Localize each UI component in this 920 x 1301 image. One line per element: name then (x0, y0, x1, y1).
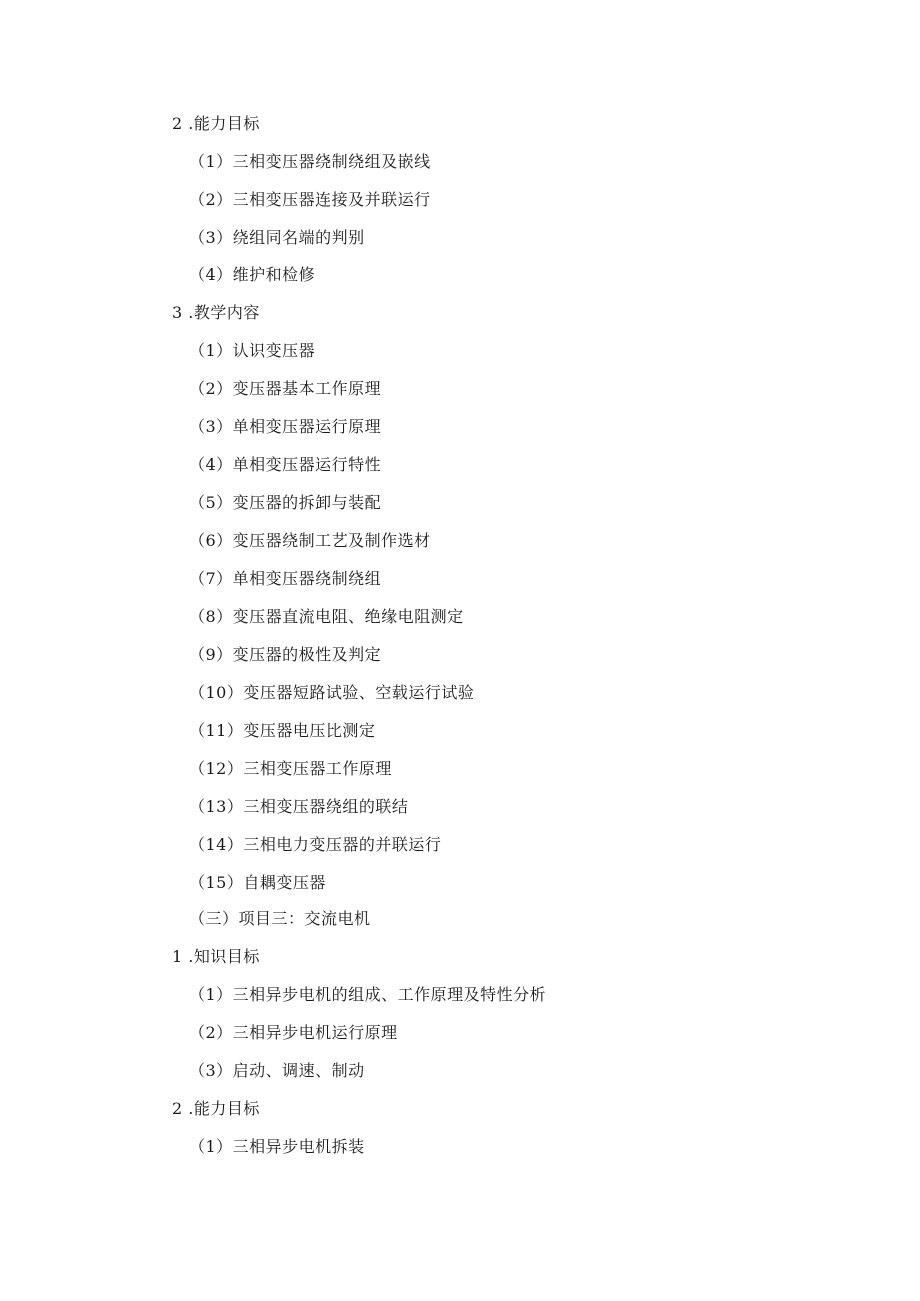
list-item: （2）变压器基本工作原理 (189, 379, 382, 398)
list-item: （3）启动、调速、制动 (189, 1061, 365, 1080)
list-item: （1）三相变压器绕制绕组及嵌线 (189, 152, 431, 171)
list-item: （11）变压器电压比测定 (189, 721, 376, 740)
list-item: （6）变压器绕制工艺及制作选材 (189, 531, 431, 550)
list-item: （1）认识变压器 (189, 341, 316, 360)
heading-ability-goals: 2 .能力目标 (172, 114, 260, 133)
list-item: （4）单相变压器运行特性 (189, 455, 382, 474)
list-item: （3）单相变压器运行原理 (189, 417, 382, 436)
list-item: （1）三相异步电机的组成、工作原理及特性分析 (189, 985, 547, 1004)
list-item: （14）三相电力变压器的并联运行 (189, 835, 442, 854)
list-item: （7）单相变压器绕制绕组 (189, 569, 382, 588)
heading-knowledge-goals: 1 .知识目标 (172, 947, 260, 966)
list-item: （3）绕组同名端的判别 (189, 228, 365, 247)
list-item: （2）三相变压器连接及并联运行 (189, 190, 431, 209)
list-item: （1）三相异步电机拆装 (189, 1137, 365, 1156)
list-item: （2）三相异步电机运行原理 (189, 1023, 398, 1042)
list-item: （5）变压器的拆卸与装配 (189, 493, 382, 512)
list-item: （10）变压器短路试验、空载运行试验 (189, 683, 475, 702)
section-heading-project-3: （三）项目三：交流电机 (189, 909, 371, 928)
list-item: （4）维护和检修 (189, 265, 316, 284)
list-item: （8）变压器直流电阻、绝缘电阻测定 (189, 607, 464, 626)
list-item: （13）三相变压器绕组的联结 (189, 797, 409, 816)
list-item: （15）自耦变压器 (189, 873, 326, 892)
list-item: （9）变压器的极性及判定 (189, 645, 382, 664)
list-item: （12）三相变压器工作原理 (189, 759, 392, 778)
heading-ability-goals-2: 2 .能力目标 (172, 1099, 260, 1118)
heading-teaching-content: 3 .教学内容 (172, 303, 260, 322)
